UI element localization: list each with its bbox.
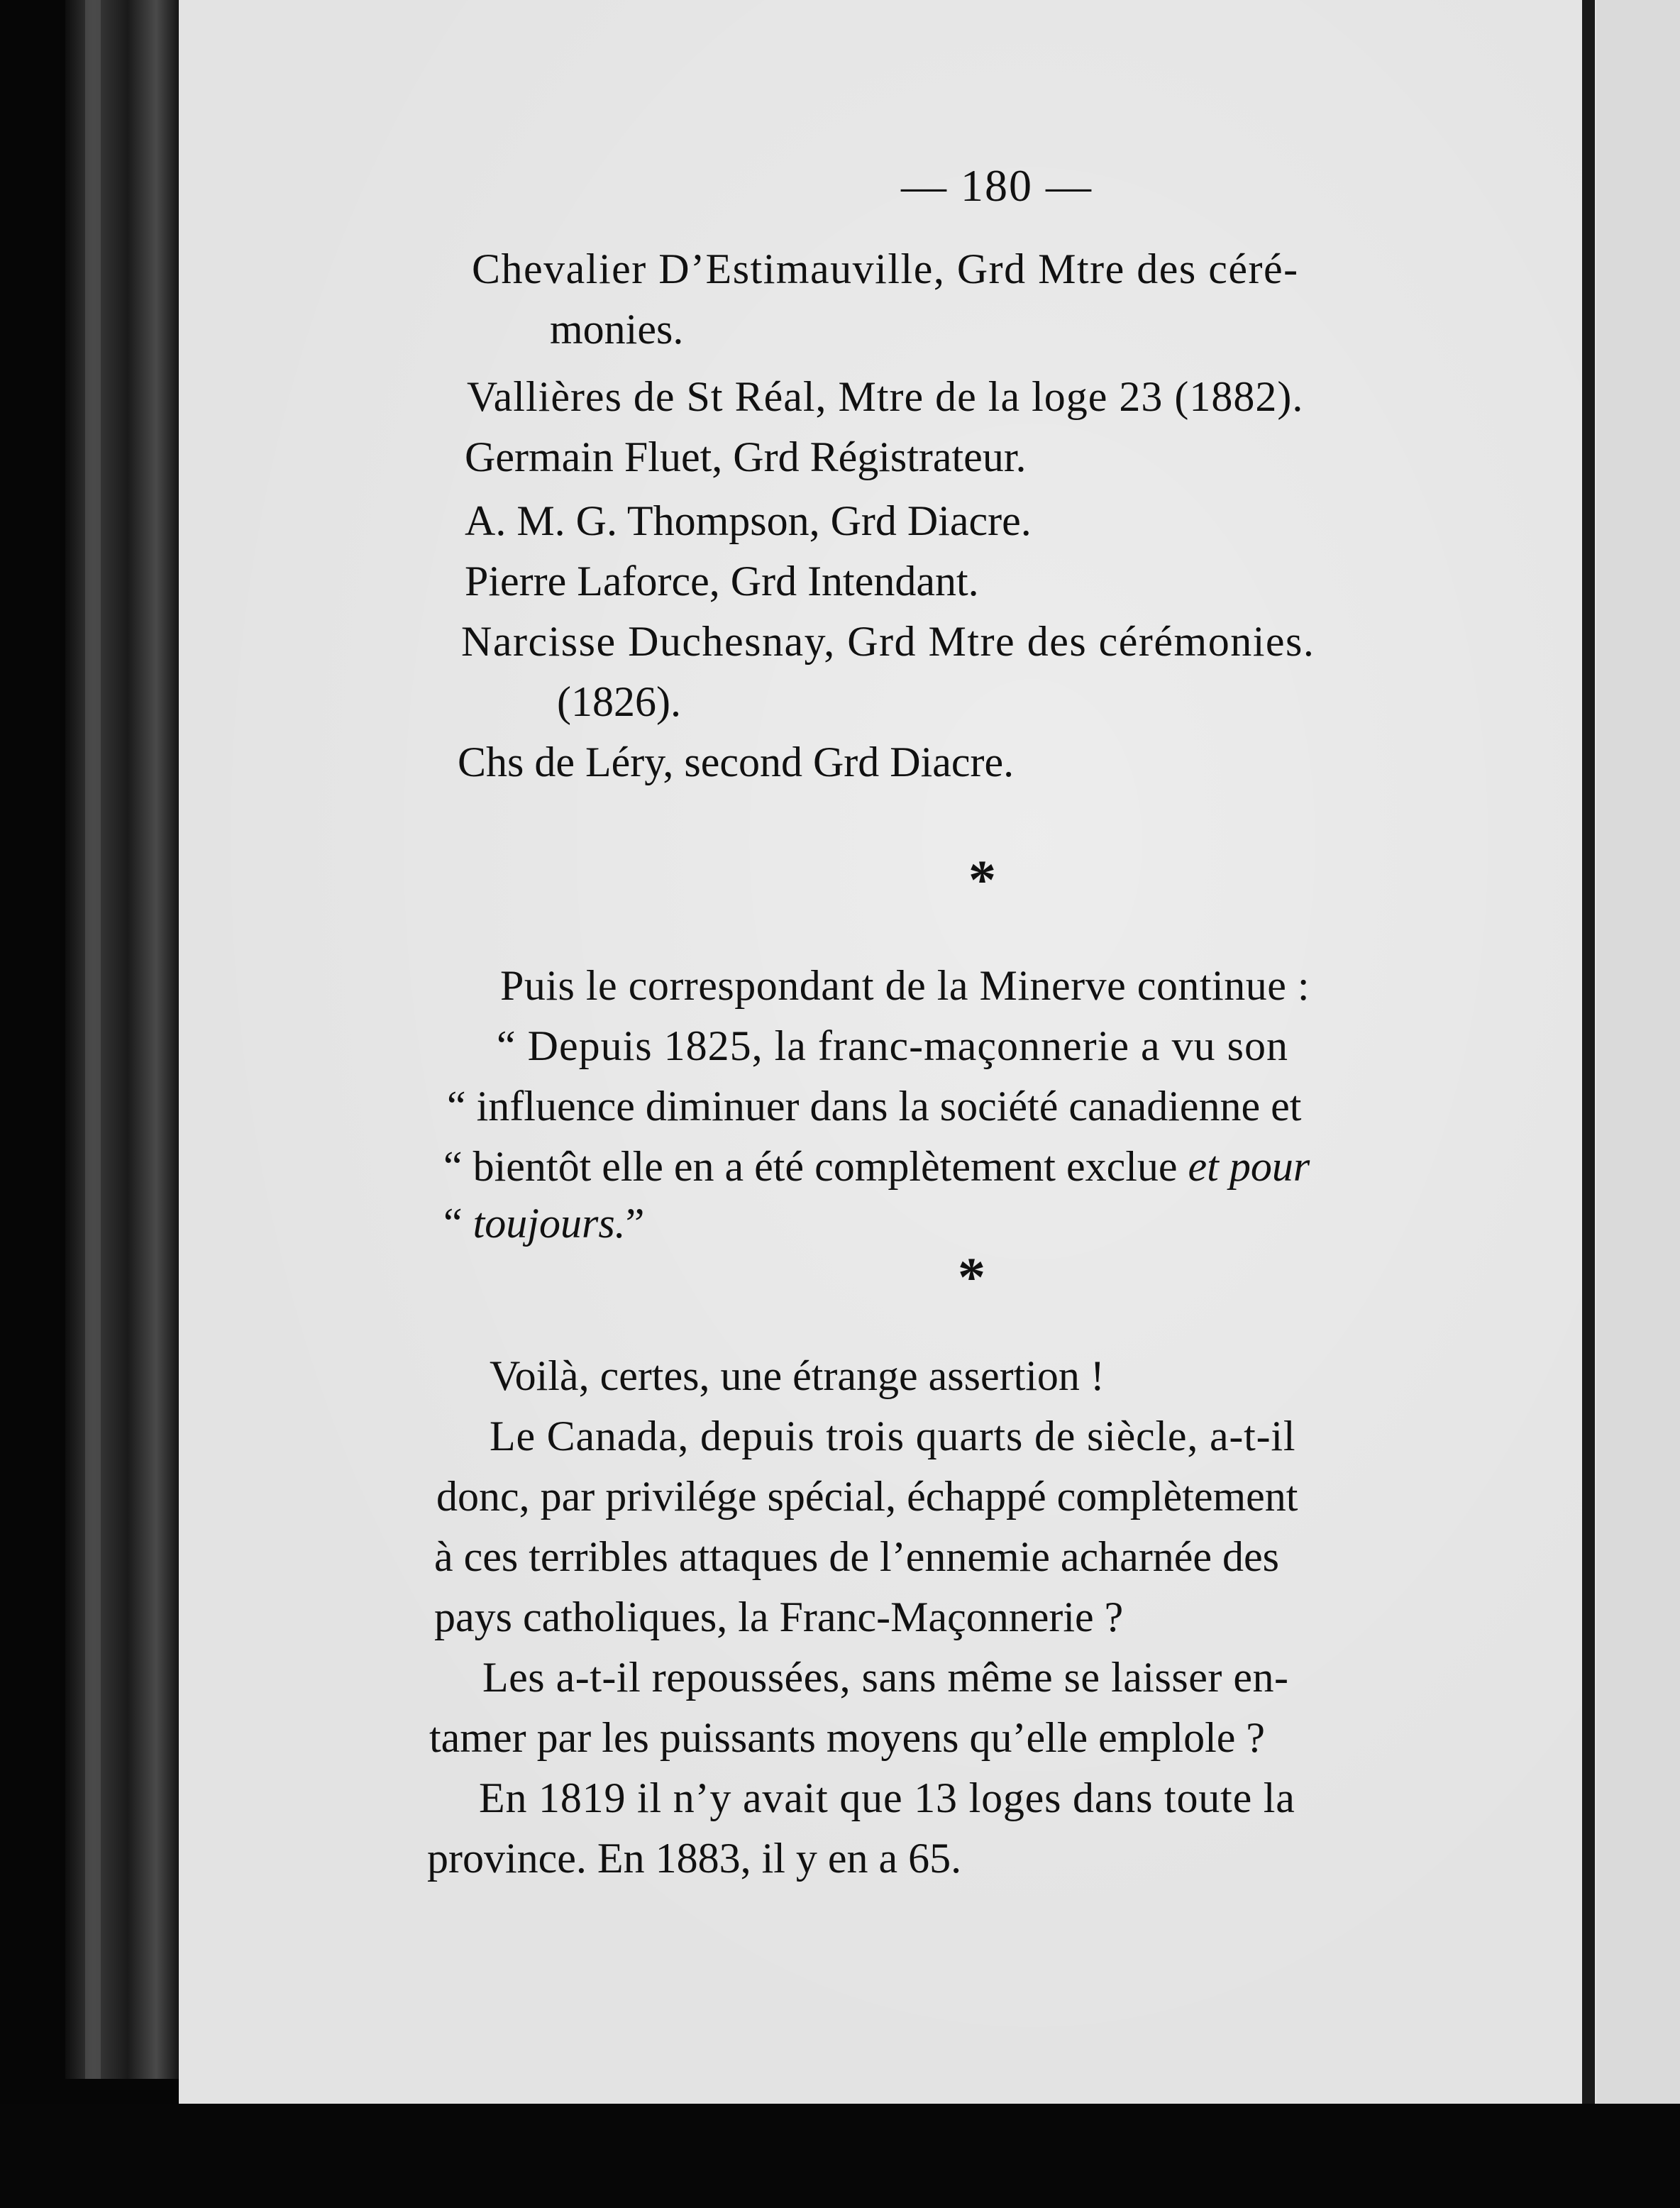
list-thompson: A. M. G. Thompson, Grd Diacre.	[465, 497, 1032, 544]
list-lery: Chs de Léry, second Grd Diacre.	[458, 739, 1015, 785]
book-spine	[65, 0, 183, 2079]
body-p4-line2: province. En 1883, il y en a 65.	[427, 1835, 962, 1882]
body-p2-line3: à ces terribles attaques de l’ennemie acharnée des	[434, 1533, 1280, 1580]
list-laforce: Pierre Laforce, Grd Intendant.	[465, 558, 979, 605]
quote-line-3-text: “ bientôt elle en a été complètement exclue	[443, 1143, 1188, 1190]
separator-asterisk-1: *	[968, 849, 996, 910]
list-duchesnay-line1: Narcisse Duchesnay, Grd Mtre des cérémonies.	[461, 618, 1315, 665]
quote-line-1: “ Depuis 1825, la franc-maçonnerie a vu son	[497, 1022, 1288, 1069]
body-p1: Voilà, certes, une étrange assertion !	[490, 1352, 1105, 1399]
page-gutter	[1582, 0, 1595, 2104]
quote-line-3	[443, 1142, 1310, 1191]
separator-asterisk-2: *	[958, 1246, 985, 1308]
body-p4-line1: En 1819 il n’y avait que 13 loges dans toute la	[479, 1774, 1295, 1821]
quote-line-4-prefix: “	[443, 1200, 473, 1247]
quote-line-4-italic: toujours.	[472, 1200, 626, 1247]
quote-line-4	[443, 1199, 644, 1248]
body-p3-line1: Les a-t-il repoussées, sans même se laisser en-	[482, 1654, 1289, 1701]
quote-line-3-italic: et pour	[1188, 1143, 1310, 1190]
bottom-edge	[0, 2104, 1680, 2208]
quote-line-2: “ influence diminuer dans la société canadienne et	[447, 1083, 1302, 1130]
list-fluet: Germain Fluet, Grd Régistrateur.	[465, 434, 1027, 480]
page-number: — 180 —	[901, 160, 1093, 211]
list-duchesnay-line2: (1826).	[557, 678, 681, 725]
body-p2-line1: Le Canada, depuis trois quarts de siècle, a-t-il	[490, 1413, 1296, 1459]
body-p3-line2: tamer par les puissants moyens qu’elle emplole ?	[429, 1714, 1265, 1761]
list-chevalier-line2: monies.	[550, 306, 684, 353]
list-vallieres: Vallières de St Réal, Mtre de la loge 23 (1882).	[467, 373, 1304, 420]
quote-line-4-suffix: ”	[625, 1200, 645, 1247]
list-chevalier-line1: Chevalier D’Estimauville, Grd Mtre des céré-	[472, 245, 1299, 292]
body-p2-line2: donc, par privilége spécial, échappé complètement	[436, 1473, 1298, 1520]
quote-intro: Puis le correspondant de la Minerve continue :	[500, 962, 1310, 1009]
body-p2-line4: pays catholiques, la Franc-Maçonnerie ?	[434, 1594, 1124, 1640]
next-page-edge	[1596, 0, 1680, 2129]
spine-highlight	[85, 0, 101, 2079]
